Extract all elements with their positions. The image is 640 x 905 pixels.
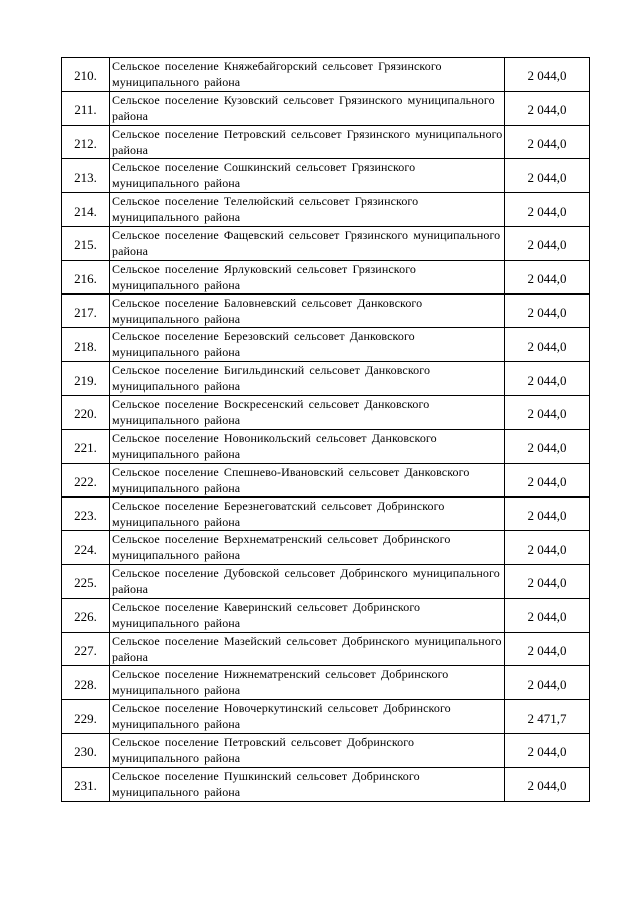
row-number: 218. bbox=[62, 328, 110, 362]
settlement-name: Сельское поселение Фащевский сельсовет Грязинского муниципального района bbox=[110, 226, 505, 260]
table-row bbox=[62, 497, 590, 531]
table-row bbox=[62, 632, 590, 666]
amount-value: 2 044,0 bbox=[505, 193, 590, 227]
amount-value: 2 044,0 bbox=[505, 260, 590, 294]
settlement-name: Сельское поселение Новочеркутинский сельсовет Добринского муниципального района bbox=[110, 700, 505, 734]
table-row bbox=[62, 362, 590, 396]
settlement-name: Сельское поселение Пушкинский сельсовет Добринского муниципального района bbox=[110, 767, 505, 801]
row-number: 222. bbox=[62, 463, 110, 497]
table-row bbox=[62, 125, 590, 159]
row-number: 213. bbox=[62, 159, 110, 193]
table-row bbox=[62, 395, 590, 429]
row-number: 216. bbox=[62, 260, 110, 294]
settlement-name: Сельское поселение Княжебайгорский сельсовет Грязинского муниципального района bbox=[110, 58, 505, 92]
table-row bbox=[62, 666, 590, 700]
settlement-name: Сельское поселение Петровский сельсовет Добринского муниципального района bbox=[110, 733, 505, 767]
table-row bbox=[62, 564, 590, 598]
amount-value: 2 044,0 bbox=[505, 531, 590, 565]
row-number: 227. bbox=[62, 632, 110, 666]
table-row bbox=[62, 733, 590, 767]
settlement-name: Сельское поселение Воскресенский сельсовет Данковского муниципального района bbox=[110, 395, 505, 429]
row-number: 223. bbox=[62, 497, 110, 531]
row-number: 210. bbox=[62, 58, 110, 92]
row-number: 231. bbox=[62, 767, 110, 801]
table-body bbox=[62, 58, 590, 802]
row-number: 230. bbox=[62, 733, 110, 767]
row-number: 229. bbox=[62, 700, 110, 734]
settlement-name: Сельское поселение Каверинский сельсовет Добринского муниципального района bbox=[110, 598, 505, 632]
row-number: 212. bbox=[62, 125, 110, 159]
settlement-name: Сельское поселение Новоникольский сельсовет Данковского муниципального района bbox=[110, 429, 505, 463]
amount-value: 2 044,0 bbox=[505, 666, 590, 700]
settlement-name: Сельское поселение Мазейский сельсовет Добринского муниципального района bbox=[110, 632, 505, 666]
amount-value: 2 044,0 bbox=[505, 598, 590, 632]
amount-value: 2 044,0 bbox=[505, 497, 590, 531]
table-row bbox=[62, 531, 590, 565]
amount-value: 2 044,0 bbox=[505, 733, 590, 767]
row-number: 219. bbox=[62, 362, 110, 396]
amount-value: 2 044,0 bbox=[505, 58, 590, 92]
amount-value: 2 044,0 bbox=[505, 91, 590, 125]
table-row bbox=[62, 598, 590, 632]
table-row bbox=[62, 463, 590, 497]
table-row bbox=[62, 159, 590, 193]
settlement-name: Сельское поселение Петровский сельсовет Грязинского муниципального района bbox=[110, 125, 505, 159]
amount-value: 2 044,0 bbox=[505, 328, 590, 362]
settlement-name: Сельское поселение Телелюйский сельсовет Грязинского муниципального района bbox=[110, 193, 505, 227]
row-number: 220. bbox=[62, 395, 110, 429]
settlement-name: Сельское поселение Березнеговатский сельсовет Добринского муниципального района bbox=[110, 497, 505, 531]
amount-value: 2 044,0 bbox=[505, 395, 590, 429]
amount-value: 2 044,0 bbox=[505, 226, 590, 260]
settlement-name: Сельское поселение Бигильдинский сельсовет Данковского муниципального района bbox=[110, 362, 505, 396]
settlement-name: Сельское поселение Дубовской сельсовет Добринского муниципального района bbox=[110, 564, 505, 598]
row-number: 226. bbox=[62, 598, 110, 632]
allocation-table bbox=[61, 57, 590, 802]
row-number: 228. bbox=[62, 666, 110, 700]
settlement-name: Сельское поселение Кузовский сельсовет Грязинского муниципального района bbox=[110, 91, 505, 125]
row-number: 215. bbox=[62, 226, 110, 260]
document-page bbox=[61, 57, 590, 802]
amount-value: 2 044,0 bbox=[505, 463, 590, 497]
table-row bbox=[62, 226, 590, 260]
table-row bbox=[62, 429, 590, 463]
row-number: 225. bbox=[62, 564, 110, 598]
amount-value: 2 044,0 bbox=[505, 125, 590, 159]
table-row bbox=[62, 260, 590, 294]
amount-value: 2 044,0 bbox=[505, 294, 590, 328]
table-row bbox=[62, 58, 590, 92]
settlement-name: Сельское поселение Сошкинский сельсовет Грязинского муниципального района bbox=[110, 159, 505, 193]
settlement-name: Сельское поселение Березовский сельсовет Данковского муниципального района bbox=[110, 328, 505, 362]
table-row bbox=[62, 294, 590, 328]
settlement-name: Сельское поселение Баловневский сельсовет Данковского муниципального района bbox=[110, 294, 505, 328]
settlement-name: Сельское поселение Спешнево-Ивановский сельсовет Данковского муниципального района bbox=[110, 463, 505, 497]
row-number: 221. bbox=[62, 429, 110, 463]
amount-value: 2 044,0 bbox=[505, 632, 590, 666]
amount-value: 2 044,0 bbox=[505, 159, 590, 193]
settlement-name: Сельское поселение Нижнематренский сельсовет Добринского муниципального района bbox=[110, 666, 505, 700]
table-row bbox=[62, 700, 590, 734]
amount-value: 2 044,0 bbox=[505, 767, 590, 801]
amount-value: 2 044,0 bbox=[505, 362, 590, 396]
amount-value: 2 471,7 bbox=[505, 700, 590, 734]
table-row bbox=[62, 193, 590, 227]
row-number: 211. bbox=[62, 91, 110, 125]
row-number: 224. bbox=[62, 531, 110, 565]
row-number: 214. bbox=[62, 193, 110, 227]
table-row bbox=[62, 328, 590, 362]
amount-value: 2 044,0 bbox=[505, 429, 590, 463]
settlement-name: Сельское поселение Верхнематренский сельсовет Добринского муниципального района bbox=[110, 531, 505, 565]
settlement-name: Сельское поселение Ярлуковский сельсовет Грязинского муниципального района bbox=[110, 260, 505, 294]
row-number: 217. bbox=[62, 294, 110, 328]
amount-value: 2 044,0 bbox=[505, 564, 590, 598]
table-row bbox=[62, 767, 590, 801]
table-row bbox=[62, 91, 590, 125]
